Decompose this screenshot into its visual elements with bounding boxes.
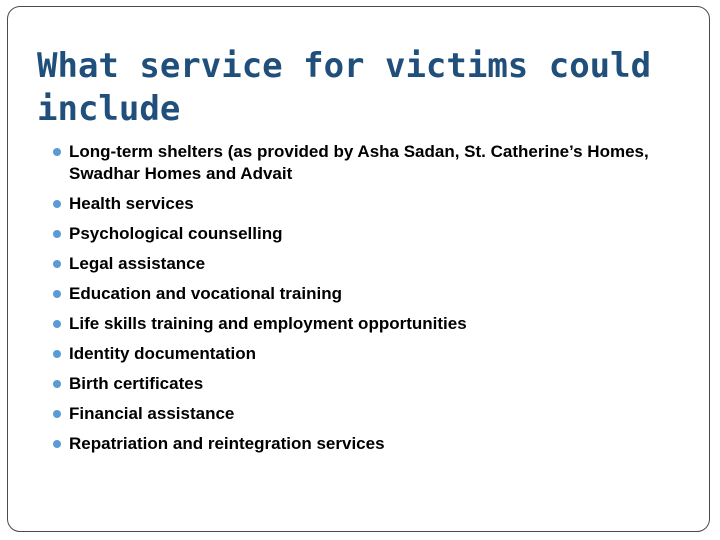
bullet-icon (53, 290, 61, 298)
list-item (53, 253, 693, 275)
bullet-icon (53, 320, 61, 328)
list-item (53, 193, 693, 215)
list-item (53, 283, 693, 305)
bullet-text: Psychological counselling (69, 224, 283, 243)
list-item (53, 403, 693, 425)
slide-frame (7, 6, 710, 532)
bullet-icon (53, 230, 61, 238)
bullet-icon (53, 350, 61, 358)
slide-title: What service for victims could include (37, 46, 652, 129)
bullet-icon (53, 410, 61, 418)
bullet-list (53, 141, 693, 463)
bullet-text: Repatriation and reintegration services (69, 434, 385, 453)
bullet-text: Long-term shelters (as provided by Asha Sadan, St. Catherine’s Homes, Swadhar Homes and Advait (69, 142, 649, 183)
bullet-icon (53, 260, 61, 268)
list-item (53, 141, 693, 185)
list-item (53, 343, 693, 365)
bullet-text: Education and vocational training (69, 284, 342, 303)
bullet-text: Health services (69, 194, 194, 213)
list-item (53, 223, 693, 245)
list-item (53, 313, 693, 335)
bullet-icon (53, 200, 61, 208)
list-item (53, 433, 693, 455)
bullet-icon (53, 440, 61, 448)
bullet-text: Financial assistance (69, 404, 235, 423)
bullet-text: Legal assistance (69, 254, 206, 273)
list-item (53, 373, 693, 395)
bullet-text: Birth certificates (69, 374, 204, 393)
bullet-text: Identity documentation (69, 344, 256, 363)
bullet-icon (53, 148, 61, 156)
bullet-text: Life skills training and employment opportunities (69, 314, 467, 333)
bullet-icon (53, 380, 61, 388)
